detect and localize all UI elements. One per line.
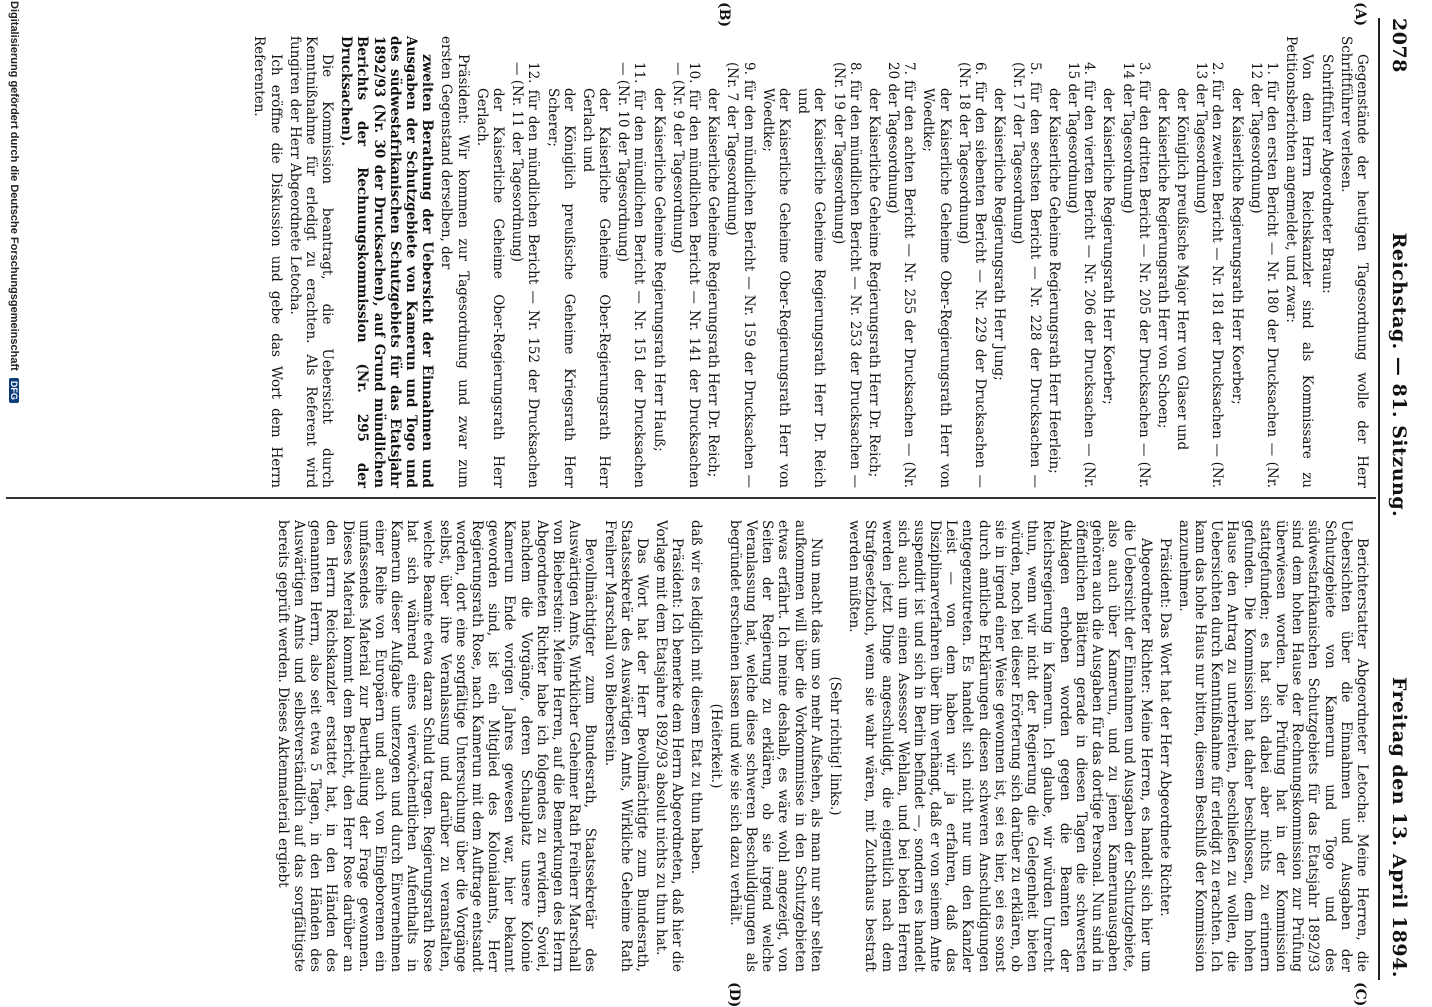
- paragraph: 1. für den ersten Bericht — Nr. 180 der Drucksachen — (Nr. 12 der Tagesordnung): [1247, 62, 1281, 488]
- paragraph: (Heiterkeit.): [707, 703, 724, 789]
- paragraph: der Kaiserliche Geheime Ober-Regierungsrath Herr von Woedtke;: [759, 88, 792, 488]
- paragraph: (Sehr richtig! links.): [827, 676, 843, 816]
- paragraph: Schriftführer Abgeordneter Braun:: [1318, 54, 1335, 294]
- header-rule: [1378, 18, 1380, 980]
- paragraph: 10. für den mündlichen Bericht — Nr. 141 der Drucksachen — (Nr. 9 der Tagesordnung): [669, 62, 703, 488]
- digitization-footer: [6, 1, 20, 981]
- page-number: 2078: [1388, 18, 1410, 73]
- margin-label-c: (C): [1352, 982, 1368, 1007]
- margin-label-b: (B): [716, 2, 732, 28]
- header-date: Freitag den 13. April 1894.: [1388, 676, 1410, 978]
- paragraph: der Kaiserliche Geheime Regierungsrath Herr Hauß;: [650, 88, 667, 452]
- left-column: [248, 36, 1370, 488]
- paragraph: der Kaiserliche Regierungsrath Herr Koerber;: [1100, 88, 1117, 405]
- paragraph: Berichterstatter Abgeordneter Letocha: Meine Herren, die Uebersichten über die Einnahmen und Ausgaben der Schutzgebiete von Kamerun und Togo und des südwestafrikanischen Schutzgebiets für das Etatsjahr 1892/93 sind dem hohen Hause der Rechnungskommission zur Prüfung überwiesen worden. Die Prüfung hat in der Kommission stattgefunden; es hat sich dabei aber nichts zu erinnern gefunden. Die Kommission hat daher beschlossen, dem hohen Hause den Antrag zu unterbreiten, beschließen zu wollen, die Uebersichten durch Kenntnißnahme für erledigt zu erachten. Ich kann das hohe Haus nur bitten, diesem Beschluß der Kommission anzunehmen.: [1175, 520, 1370, 972]
- paragraph: 8. für den mündlichen Bericht — Nr. 253 der Drucksachen — (Nr. 19 der Tagesordnung): [830, 62, 863, 488]
- paragraph: Präsident: Ich bemerke dem Herrn Abgeordneten, daß hier die Vorlage mit dem Etatsjahre 1892/93 absolut nichts zu thun hat.: [653, 520, 686, 972]
- paragraph: der Kaiserliche Regierungsrath Herr Jung;: [991, 88, 1008, 381]
- header-title: Reichstag. — 81. Sitzung.: [1388, 232, 1410, 518]
- paragraph: zweiten Berathung der Uebersicht der Einnahmen und Ausgaben der Schutzgebiete von Kamerun und Togo und des südwestafrikanischen Schutzgebiets für das Etatsjahr 1892/93 (Nr. 30 der Drucksachen), auf Grund mündlichen Berichts der Rechnungskommission (Nr. 295 der Drucksachen).: [338, 36, 436, 488]
- paragraph: der Kaiserliche Geheime Regierungsrath Herr Dr. Reich und: [795, 88, 828, 488]
- footer-text: Digitalisierung gefördert durch die Deutsche Forschungsgemeinschaft: [8, 1, 20, 371]
- paragraph: der Kaiserliche Geheime Regierungsrath Herr Heerlein;: [1045, 88, 1062, 474]
- paragraph: 7. für den achten Bericht — Nr. 255 der Drucksachen — (Nr. 20 der Tagesordnung): [885, 62, 918, 488]
- paragraph: daß wir es lediglich mit diesem Etat zu thun haben.: [688, 520, 705, 875]
- margin-label-d: (D): [726, 982, 742, 1007]
- paragraph: 12. für den mündlichen Bericht — Nr. 152 der Drucksachen — (Nr. 11 der Tagesordnung): [509, 62, 542, 488]
- paragraph: Ich eröffne die Diskussion und gebe das Wort dem Herrn Referenten.: [251, 36, 284, 488]
- paragraph: Abgeordneter Richter: Meine Herren, es handelt sich hier um die Uebersicht der Einnahmen und Ausgaben der Schutzgebiete, also auch über Kamerun, und zu jenen Kamerunausgaben gehören auch die Ausgaben für das dortige Personal. Nun sind in öffentlichen Blättern gerade in diesen Tagen die schwersten Anklagen erhoben worden gegen die Beamten der Reichsregierung in Kamerun. Ich glaube, wir würden Unrecht thun, wenn wir nicht der Regierung die Gelegenheit bieten würden, noch bei dieser Erörterung sich darüber zu erklären, ob sie in irgend einer Weise gewonnen ist, sei es hier, sei es sonst durch amtliche Erklärungen diesen schweren Anschuldigungen entgegenzutreten. Es handelt sich nicht nur um den Kanzler Leist — von dem haben wir ja erfahren, daß das Disziplinarverfahren über ihn verhängt, daß er von seinem Amte suspendirt ist und sich in Berlin befindet —, sondern es handelt sich auch um einen Assessor Wehlan, und bei beiden Herren werden jetzt Dinge angeschuldigt, die eigentlich nach dem Strafgesetzbuch, wenn sie wahr wären, mit Zuchthaus bestraft werden müßten.: [846, 520, 1154, 972]
- dfg-logo-icon: DFG: [9, 378, 19, 403]
- column-divider: [6, 497, 1376, 499]
- paragraph: 3. für den dritten Bericht — Nr. 205 der Drucksachen — (Nr. 14 der Tagesordnung): [1119, 62, 1152, 488]
- paragraph: Gegenstände der heutigen Tagesordnung wolle der Herr Schriftführer verlesen.: [1337, 36, 1370, 488]
- paragraph: der Königlich preußische Major Herr von Glaser und: [1174, 88, 1191, 451]
- paragraph: der Kaiserliche Geheime Regierungsrath Herr Dr. Reich;: [705, 88, 722, 478]
- margin-label-a: (A): [1352, 2, 1368, 27]
- page-header: [1386, 18, 1412, 978]
- paragraph: 4. für den vierten Bericht — Nr. 206 der Drucksachen — (Nr. 15 der Tagesordnung): [1065, 62, 1098, 488]
- paragraph: 2. für den zweiten Bericht — Nr. 181 der Drucksachen — (Nr. 13 der Tagesordnung): [1193, 62, 1226, 488]
- paragraph: 6. für den siebenten Bericht — Nr. 229 der Drucksachen — (Nr. 18 der Tagesordnung): [955, 62, 989, 488]
- paragraph: der Kaiserliche Regierungsrath Herr Koerber;: [1228, 88, 1245, 405]
- paragraph: Präsident: Das Wort hat der Herr Abgeordnete Richter.: [1156, 538, 1173, 917]
- paragraph: der Kaiserliche Geheime Regierungsrath Herr Dr. Reich;: [865, 88, 882, 478]
- paragraph: der Kaiserliche Geheime Ober-Regierungsrath Herr Gerlach und: [579, 88, 613, 488]
- paragraph: 9. für den mündlichen Bericht — Nr. 159 der Drucksachen — (Nr. 7 der Tagesordnung): [724, 62, 757, 488]
- right-column: [272, 520, 1370, 972]
- paragraph: Bevollmächtigter zum Bundesrath, Staatssekretär des Auswärtigen Amts, Wirklicher Geheimer Rath Freiherr Marschall von Bieberstein: Meine Herren, auf die Bemerkungen des Herrn Abgeordneten Richter habe ich folgendes zu erwidern. Soviel, nachdem die Vorgänge, deren Schauplatz unsere Kolonie Kamerun Ende vorigen Jahres gewesen war, hier bekannt geworden sind, ist ein Mitglied des Kolonialamts, Herr Regierungsrath Rose, nach Kamerun mit dem Auftrage entsandt worden, dort eine sorgfältige Untersuchung über die Vorgänge selbst, über ihre Veranlassung und darüber zu veranstalten, welche Beamte etwa daran Schuld tragen. Regierungsrath Rose hat sich während eines vierwöchentlichen Aufenthalts in Kamerun dieser Aufgabe unterzogen und durch Einvernehmen einer Reihe von Europäern und auch von Eingeborenen ein umfassendes Material zur Beurtheilung der Frage gewonnen. Dieses Material kommt dem Bericht, den Herr Rose darüber an den Herrn Reichskanzler erstattet hat, in den Händen des genannten Herrn, also seit etwa 5 Tagen, in den Händen des Auswärtigen Amts und selbstverständlich auf das sorgfältigste bereits geprüft werden. Dieses Aktenmaterial ergiebt: [274, 520, 599, 972]
- paragraph: Das Wort hat der Herr Bevollmächtigte zum Bundesrath, Staatssekretär des Auswärtigen Amts, Wirkliche Geheime Rath Freiherr Marschall von Bieberstein.: [601, 520, 650, 972]
- paragraph: 11. für den mündlichen Bericht — Nr. 151 der Drucksachen — (Nr. 10 der Tagesordnung): [615, 62, 648, 488]
- paragraph: der Königlich preußische Geheime Kriegsrath Herr Scherer;: [544, 88, 577, 488]
- paragraph: Nun macht das um so mehr Aufsehen, als man nur sehr selten aufkommen will über die Vorkommnisse in den Schutzgebieten etwas erfährt. Ich meine deshalb, es wäre wohl angezeigt, von Seiten der Regierung zu erklären, ob sie irgend welche Veranlassung hat, welche diese schweren Beschuldigungen als begründet erscheinen lassen und wie sie sich dazu verhält.: [726, 520, 824, 972]
- paragraph: der Kaiserliche Geheime Ober-Regierungsrath Herr von Woedtke;: [920, 88, 953, 488]
- paragraph: Präsident: Wir kommen zur Tagesordnung und zwar zum ersten Gegenstand derselben, der: [438, 36, 471, 488]
- paragraph: der Kaiserliche Regierungsrath Herr von Schoen;: [1154, 88, 1171, 429]
- paragraph: 5. für den sechsten Bericht — Nr. 228 der Drucksachen — (Nr. 17 der Tagesordnung): [1010, 62, 1043, 488]
- paragraph: Die Kommission beantragt, die Uebersicht durch Kenntnißnahme für erledigt zu erachten. Als Referent wird fungiren der Herr Abgeordnete Letocha.: [286, 36, 336, 488]
- paragraph: der Kaiserliche Geheime Ober-Regierungsrath Herr Gerlach.: [473, 88, 506, 488]
- paragraph: Von dem Herrn Reichskanzler sind als Kommissare zu Petitionsberichten angemeldet, und zwar:: [1283, 36, 1316, 488]
